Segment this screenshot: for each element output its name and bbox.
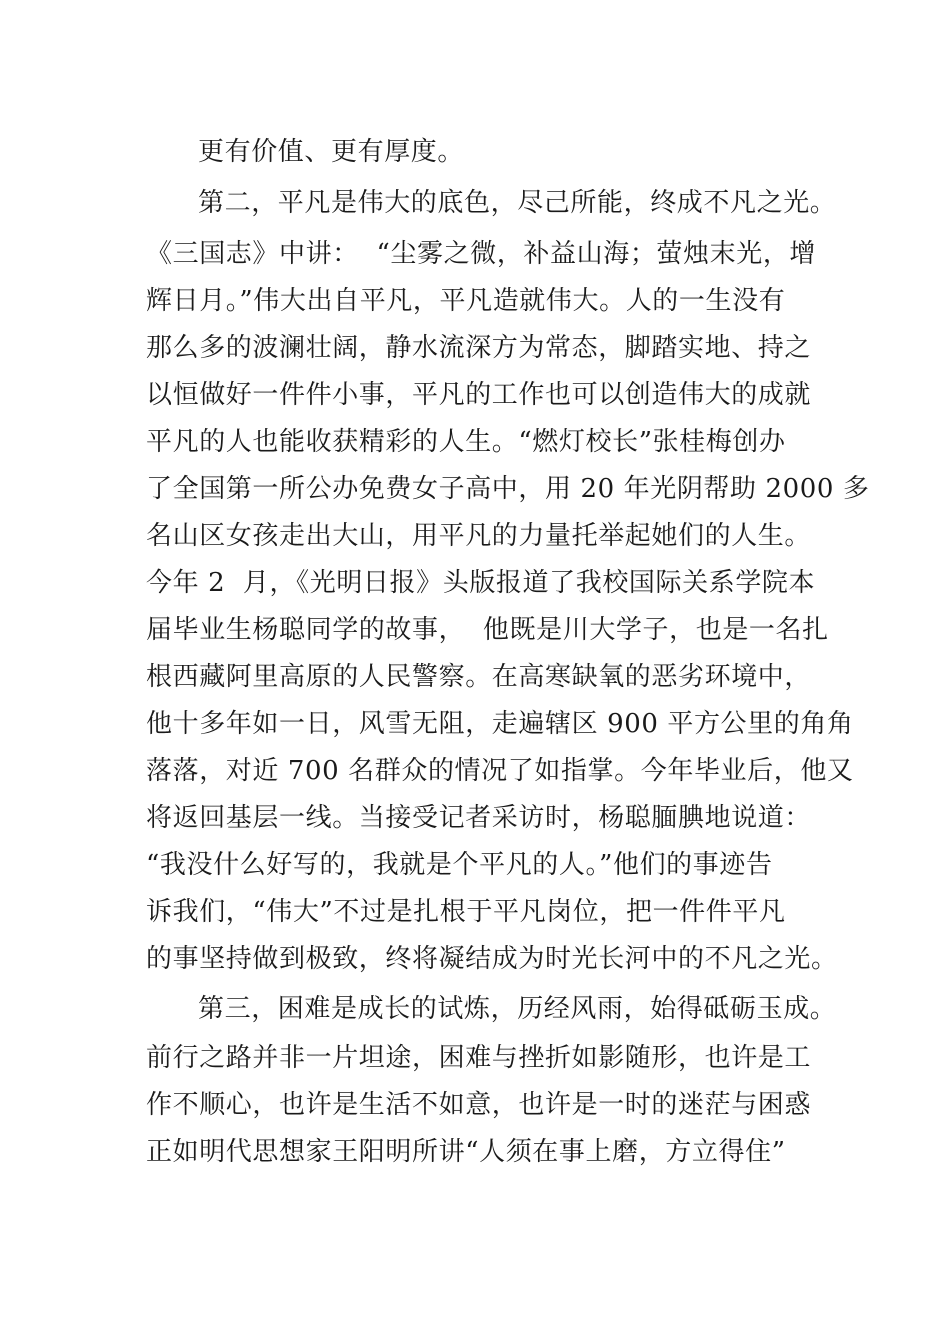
text-line-15: 将返回基层一线。当接受记者采访时，杨聪腼腆地说道：: [146, 803, 812, 833]
text-line-4: 辉日月。”伟大出自平凡，平凡造就伟大。人的一生没有: [146, 286, 786, 316]
text-line-5: 那么多的波澜壮阔，静水流深方为常态，脚踏实地、持之: [146, 333, 812, 363]
text-line-22: 正如明代思想家王阳明所讲“人须在事上磨，方立得住”: [146, 1137, 786, 1167]
text-line-19: 第三，困难是成长的试炼，历经风雨，始得砥砺玉成。: [198, 994, 837, 1024]
text-line-21: 作不顺心，也许是生活不如意，也许是一时的迷茫与困惑: [146, 1090, 812, 1120]
text-line-17: 诉我们，“伟大”不过是扎根于平凡岗位，把一件件平凡: [146, 897, 786, 927]
text-line-20: 前行之路并非一片坦途，困难与挫折如影随形，也许是工: [146, 1043, 812, 1073]
text-line-14: 落落，对近 700 名群众的情况了如指掌。今年毕业后，他又: [146, 756, 854, 786]
text-line-10: 今年 2 月，《光明日报》头版报道了我校国际关系学院本: [146, 568, 816, 598]
text-line-18: 的事坚持做到极致，终将凝结成为时光长河中的不凡之光。: [146, 944, 838, 974]
text-line-13: 他十多年如一日，风雪无阻，走遍辖区 900 平方公里的角角: [146, 709, 854, 739]
text-line-7: 平凡的人也能收获精彩的人生。“燃灯校长”张桂梅创办: [146, 427, 786, 457]
text-line-11: 届毕业生杨聪同学的故事， 他既是川大学子，也是一名扎: [146, 615, 829, 645]
text-line-6: 以恒做好一件件小事，平凡的工作也可以创造伟大的成就: [146, 380, 812, 410]
text-line-12: 根西藏阿里高原的人民警察。在高寒缺氧的恶劣环境中，: [146, 662, 812, 692]
text-line-3: 《三国志》中讲： “尘雾之微，补益山海；萤烛末光，增: [146, 239, 817, 269]
text-line-16: “我没什么好写的，我就是个平凡的人。”他们的事迹告: [146, 850, 773, 880]
text-line-2: 第二，平凡是伟大的底色，尽己所能，终成不凡之光。: [198, 188, 837, 218]
text-line-1: 更有价值、更有厚度。: [198, 137, 465, 167]
text-line-8: 了全国第一所公办免费女子高中，用 20 年光阴帮助 2000 多: [146, 474, 870, 504]
text-line-9: 名山区女孩走出大山，用平凡的力量托举起她们的人生。: [146, 521, 812, 551]
